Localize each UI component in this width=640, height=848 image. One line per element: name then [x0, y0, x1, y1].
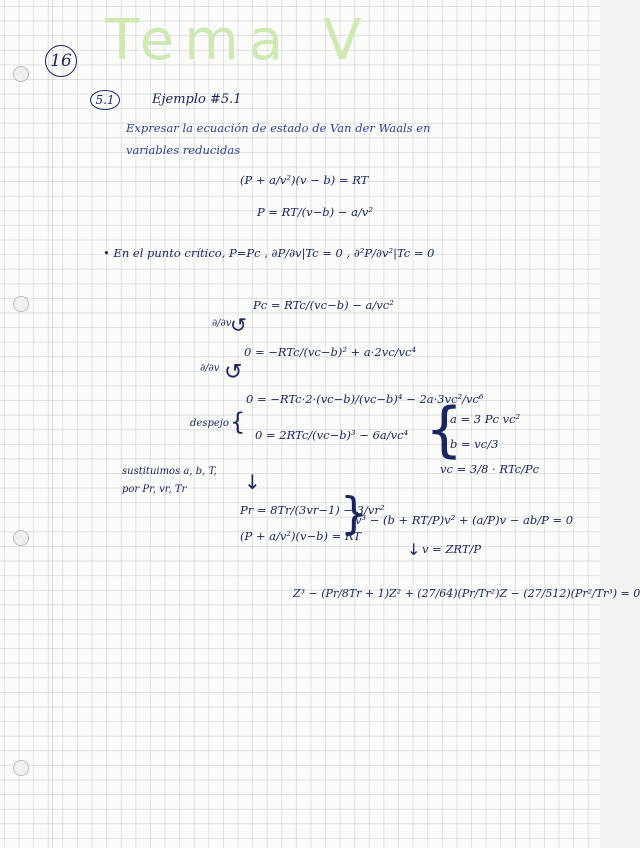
punch-hole: [13, 760, 29, 776]
arrow-hook: ↺: [224, 360, 243, 385]
second-derivative: 0 = −RTc·2·(vc−b)/(vc−b)⁴ − 2a·3vc²/vc⁶: [246, 392, 484, 406]
title-text: Tema: [105, 8, 294, 73]
punch-hole: [13, 296, 29, 312]
cubic-base-equation: (P + a/v²)(v−b) = RT: [240, 529, 362, 543]
down-arrow: ↓: [407, 540, 421, 559]
statement-line-1: Expresar la ecuación de estado de Van der Waals en: [126, 121, 431, 135]
p-explicit-equation: P = RT/(v−b) − a/v²: [257, 205, 373, 219]
example-label: Ejemplo #5.1: [152, 92, 242, 107]
first-derivative: 0 = −RTc/(vc−b)² + a·2vc/vc⁴: [244, 345, 417, 359]
note-line-2: por Pr, vr, Tr: [122, 484, 187, 495]
derivative-operator-1: ∂/∂v: [212, 318, 232, 329]
right-brace: }: [340, 488, 368, 539]
derivative-operator-2: ∂/∂v: [200, 363, 220, 374]
solution-b: b = vc/3: [450, 437, 499, 451]
pc-equation: Pc = RTc/(vc−b) − a/vc²: [253, 298, 394, 312]
margin-line: [52, 0, 53, 848]
solution-a: a = 3 Pc vc²: [450, 412, 521, 426]
left-brace: {: [230, 408, 246, 436]
page-number: 16: [45, 45, 77, 77]
solution-brace: {: [425, 395, 464, 465]
reduced-pressure-equation: Pr = 8Tr/(3vr−1) − 3/vr²: [240, 503, 385, 517]
solution-vc: vc = 3/8 · RTc/Pc: [440, 462, 540, 476]
critical-point-conditions: • En el punto crítico, P=Pc , ∂P/∂v|Tc = 0 , ∂²P/∂v²|Tc = 0: [103, 246, 435, 260]
punch-hole: [13, 66, 29, 82]
z-definition: v = ZRT/P: [422, 542, 482, 556]
vdw-equation: (P + a/v²)(v − b) = RT: [240, 173, 369, 187]
problem-statement: [126, 117, 431, 161]
system-derivative: 0 = 2RTc/(vc−b)³ − 6a/vc⁴: [255, 428, 409, 442]
section-number: 5.1: [90, 90, 120, 110]
compressibility-cubic-equation: Z³ − (Pr/8Tr + 1)Z² + (27/64)(Pr/Tr²)Z − (27/512)(Pr²/Tr³) = 0: [293, 587, 640, 600]
cubic-volume-equation: v³ − (b + RT/P)v² + (a/P)v − ab/P = 0: [355, 513, 574, 527]
down-arrow: ↓: [244, 470, 261, 494]
despejo-label: despejo: [190, 418, 229, 429]
statement-line-2: variables reducidas: [126, 143, 241, 157]
title-numeral: V: [323, 8, 362, 73]
page-title: [105, 8, 361, 73]
arrow-hook: ↺: [230, 313, 247, 337]
note-line-1: sustituimos a, b, T,: [122, 466, 217, 477]
punch-hole: [13, 530, 29, 546]
